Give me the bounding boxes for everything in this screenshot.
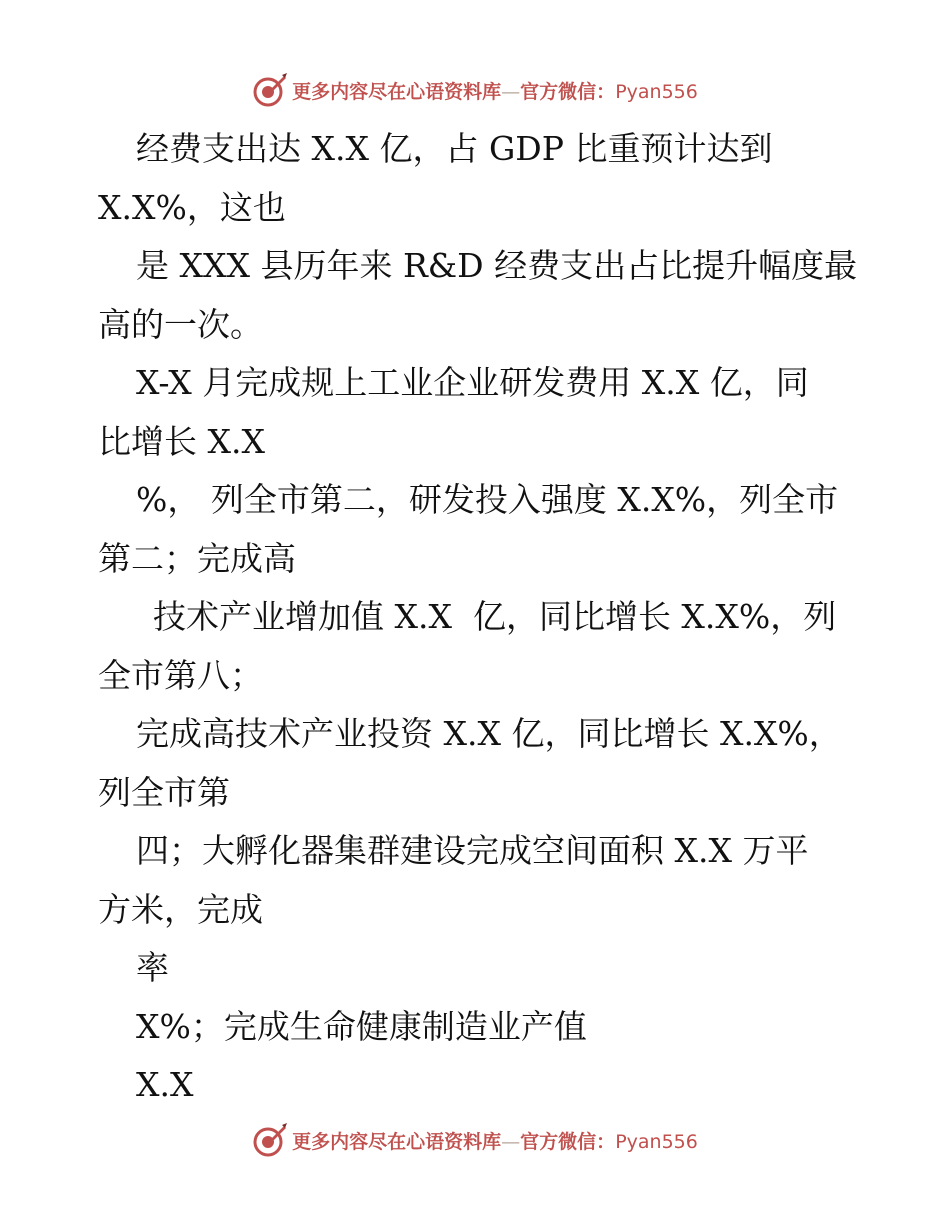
- paragraph: [98, 588, 858, 705]
- text-line: X-X 月完成规上工业企业研发费用 X.X 亿，同: [136, 363, 809, 402]
- footer-watermark: [0, 1120, 950, 1160]
- text-line: X.X%，这也: [98, 187, 286, 227]
- paragraph: [98, 998, 858, 1057]
- text-line: 率: [136, 948, 169, 987]
- text-line: 全市第八；: [98, 655, 263, 695]
- paragraph: [98, 1056, 858, 1115]
- text-line: 是 XXX 县历年来 R&D 经费支出占比提升幅度最: [136, 246, 858, 285]
- watermark-text: 更多内容尽在心语资料库—官方微信：Pyan556: [292, 1130, 698, 1153]
- text-line: X.X: [136, 1065, 194, 1104]
- document-body: [98, 120, 858, 1115]
- paragraph: [98, 822, 858, 939]
- text-line: 方米，完成: [98, 889, 263, 929]
- text-line: %， 列全市第二，研发投入强度 X.X%，列全市: [136, 480, 839, 519]
- text-line: 第二；完成高: [98, 538, 296, 578]
- text-line: X%；完成生命健康制造业产值: [136, 1006, 587, 1046]
- watermark-text: 更多内容尽在心语资料库—官方微信：Pyan556: [292, 80, 698, 103]
- paragraph: [98, 471, 858, 588]
- paragraph: [98, 237, 858, 354]
- paragraph: [98, 120, 858, 237]
- text-line: 四；大孵化器集群建设完成空间面积 X.X 万平: [136, 831, 809, 870]
- text-line: 高的一次。: [98, 304, 263, 344]
- pen-logo-icon: [252, 1122, 288, 1158]
- text-line: 完成高技术产业投资 X.X 亿，同比增长 X.X%，: [136, 714, 842, 753]
- paragraph: [98, 939, 858, 998]
- paragraph: [98, 354, 858, 471]
- text-line: 列全市第: [98, 772, 230, 812]
- header-watermark: [0, 70, 950, 110]
- text-line: 技术产业增加值 X.X 亿，同比增长 X.X%，列: [153, 597, 837, 636]
- text-line: 比增长 X.X: [98, 421, 265, 461]
- paragraph: [98, 705, 858, 822]
- text-line: 经费支出达 X.X 亿，占 GDP 比重预计达到: [136, 129, 773, 168]
- pen-logo-icon: [252, 72, 288, 108]
